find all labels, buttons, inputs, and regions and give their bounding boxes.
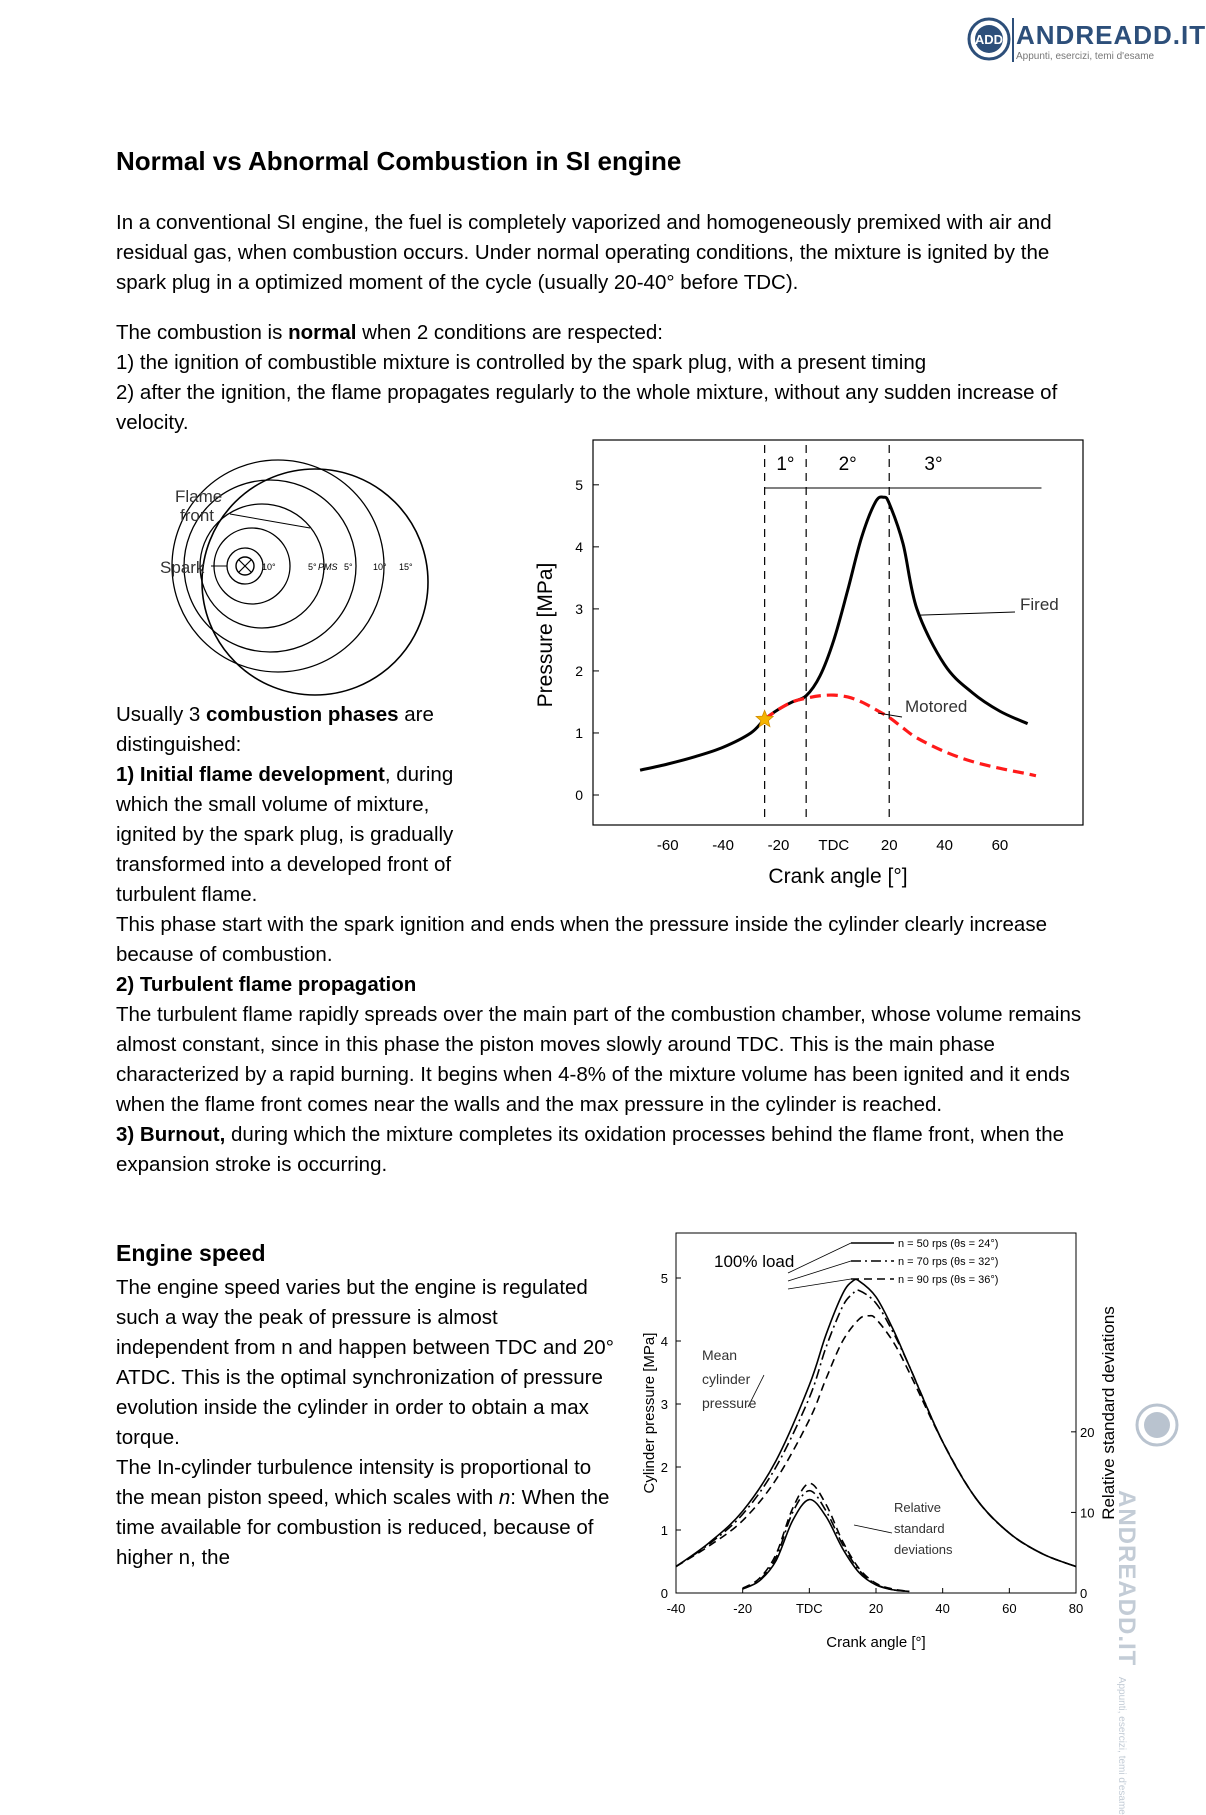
engine-speed-text (116, 1273, 616, 1573)
brand-subtitle: Appunti, esercizi, temi d'esame (1016, 51, 1155, 62)
series-line-0 (676, 1279, 1076, 1566)
condition-2: 2) after the ignition, the flame propagates regularly to the whole mixture, without any sudden increase of velocity. (116, 381, 1058, 434)
ring-label: PMS (318, 562, 338, 572)
x-tick-label: -60 (656, 837, 679, 854)
spark-label: Spark (160, 558, 205, 577)
phases-intro (116, 700, 486, 910)
y-tick-label: 4 (660, 1334, 668, 1349)
ring-label: 10° (373, 562, 387, 572)
fired-leader (920, 612, 1015, 615)
x-axis-label: Crank angle [°] (826, 1634, 926, 1651)
x-tick-label: -40 (666, 1601, 686, 1616)
page-title: Normal vs Abnormal Combustion in SI engine (116, 146, 682, 176)
side-brand-text: ANDREADD.IT Appunti, esercizi, temi d'esame (1113, 1490, 1140, 1815)
phase-2-heading: 2) Turbulent flame propagation (116, 973, 417, 996)
engine-speed-heading: Engine speed (116, 1240, 266, 1266)
condition-1: 1) the ignition of combustible mixture is controlled by the spark plug, with a present timing (116, 351, 927, 374)
y-tick-label: 0 (660, 1586, 668, 1601)
fired-motored-chart (530, 430, 1100, 890)
y2-tick-label: 0 (1080, 1586, 1088, 1601)
ring-label: 5° (344, 562, 353, 572)
legend-label: n = 50 rps (θs = 24°) (898, 1238, 999, 1250)
x-tick-label: 80 (1068, 1601, 1084, 1616)
series-line-5 (743, 1483, 910, 1591)
motored-annotation: Motored (905, 697, 968, 716)
normal-conditions (116, 318, 1086, 438)
x-tick-label: TDC (818, 837, 850, 854)
logo-divider (1012, 18, 1014, 62)
x-tick-label: 60 (991, 837, 1009, 854)
x-axis-label: Crank angle [°] (768, 865, 908, 888)
intro-text: In a conventional SI engine, the fuel is completely vaporized and homogeneously premixed with air and residual gas, when combustion occurs. Under normal operating conditions, the mixture is ignited by the spark plug in a optimized moment of the cycle (usually 20-40° before TDC). (116, 211, 1052, 294)
y-tick-label: 1 (575, 724, 583, 741)
x-tick-label: 40 (936, 837, 953, 854)
phase-1-more: This phase start with the spark ignition and ends when the pressure inside the cylinder clearly increase because of combustion. (116, 913, 1047, 966)
brand-name: ANDREADD.IT (1016, 20, 1206, 50)
phase-label: 3° (924, 454, 943, 475)
motored-leader (878, 713, 902, 717)
x-tick-label: -40 (712, 837, 734, 854)
y-tick-label: 5 (575, 476, 583, 493)
x-tick-label: TDC (795, 1601, 823, 1616)
y-tick-label: 1 (660, 1523, 668, 1538)
front-label: front (180, 506, 215, 525)
ring-label: 10° (262, 562, 276, 572)
engine-speed-para-b: The In-cylinder turbulence intensity is proportional to the mean piston speed, which scales with n: When the time available for combustion is reduced, because of higher n, the (116, 1456, 610, 1569)
series-line-3 (743, 1499, 910, 1591)
phase-1: 1) Initial flame development, during which the small volume of mixture, ignited by the spark plug, is gradually transformed into a developed front of turbulent flame. (116, 763, 454, 906)
phase-label: 1° (776, 454, 795, 475)
y2-axis-label: Relative standard deviations (1099, 1306, 1118, 1520)
plot-frame (593, 440, 1083, 825)
std-dev-annotation: Relative standard deviations (894, 1500, 953, 1557)
y-tick-label: 0 (575, 787, 583, 803)
svg-text:ADD: ADD (974, 32, 1004, 47)
y2-tick-label: 20 (1080, 1424, 1095, 1440)
y-tick-label: 5 (660, 1271, 668, 1286)
flame-label: Flame (175, 487, 223, 506)
phases-body (116, 910, 1086, 1180)
phases-lead: Usually 3 combustion phases are distinguished: (116, 703, 434, 756)
x-tick-label: -20 (767, 837, 790, 854)
phase-label: 2° (838, 454, 857, 475)
phase-2-text: The turbulent flame rapidly spreads over the main part of the combustion chamber, whose volume remains almost constant, since in this phase the piston moves slowly around TDC. This is the main phase characterized by a rapid burning. It begins when 4-8% of the mixture volume has been ignited and it ends when the flame front comes near the walls and the max pressure in the cylinder is reached. (116, 1003, 1082, 1116)
y-tick-label: 3 (575, 600, 583, 617)
series-fired-line (640, 497, 1028, 770)
logo-circle-icon (966, 16, 1012, 62)
y-tick-label: 3 (660, 1397, 668, 1412)
intro-paragraph (116, 208, 1076, 298)
y-axis-label: Pressure [MPa] (534, 562, 557, 708)
ring-label: 15° (399, 562, 413, 572)
legend-label: n = 70 rps (θs = 32°) (898, 1256, 999, 1268)
legend-leader (788, 1243, 851, 1273)
legend-leader (788, 1261, 851, 1281)
y-tick-label: 2 (575, 662, 583, 679)
ring-label: 5° (308, 562, 317, 572)
flame-front-diagram (150, 462, 450, 702)
x-tick-label: -20 (733, 1601, 753, 1616)
y-tick-label: 4 (575, 538, 583, 555)
y-tick-label: 2 (660, 1460, 668, 1475)
ann-l1: Mean (702, 1347, 738, 1363)
legend-leader (788, 1279, 851, 1289)
series-line-1 (676, 1290, 1076, 1566)
fired-annotation: Fired (1020, 595, 1059, 614)
mean-pressure-annotation: Mean cylinder pressure (702, 1347, 757, 1411)
brand-logo (974, 20, 1206, 62)
normal-lead: The combustion is normal when 2 conditions are respected: (116, 321, 663, 344)
phase-3: 3) Burnout, during which the mixture completes its oxidation processes behind the flame front, when the expansion stroke is occurring. (116, 1123, 1064, 1176)
y-axis-label: Cylinder pressure [MPa] (641, 1332, 658, 1494)
engine-speed-para-a: The engine speed varies but the engine is regulated such a way the peak of pressure is almost independent from n and happen between TDC and 20° ATDC. This is the optimal synchronization of pressure evolution inside the cylinder in order to obtain a max torque. (116, 1276, 614, 1449)
x-tick-label: 40 (935, 1601, 950, 1616)
x-tick-label: 60 (1002, 1601, 1017, 1616)
engine-speed-chart (636, 1225, 1116, 1660)
std-leader (854, 1525, 892, 1533)
chart-title: 100% load (714, 1252, 795, 1271)
y2-tick-label: 10 (1080, 1505, 1095, 1521)
x-tick-label: 20 (868, 1601, 884, 1616)
legend-label: n = 90 rps (θs = 36°) (898, 1274, 999, 1286)
x-tick-label: 20 (880, 837, 898, 854)
side-logo-icon (1132, 1395, 1182, 1455)
